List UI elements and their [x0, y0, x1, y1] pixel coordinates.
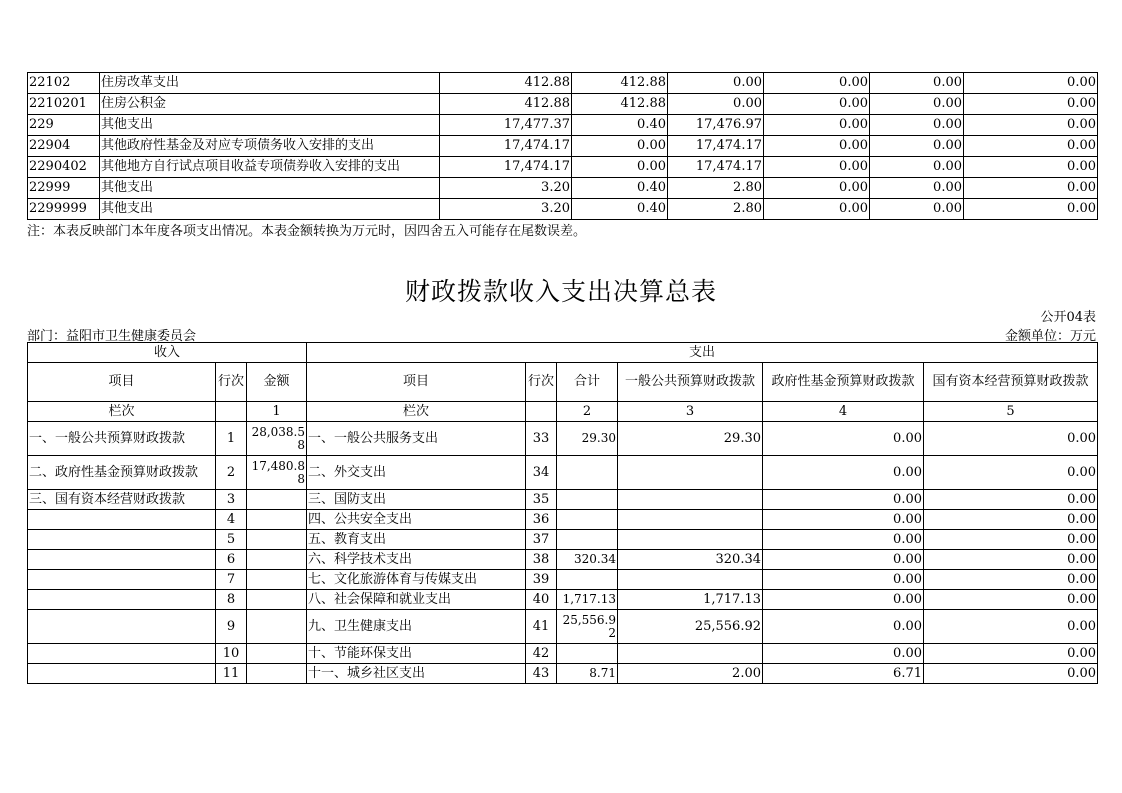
amount-cell: 412.88: [572, 73, 668, 94]
state-capital-cell: 0.00: [924, 610, 1098, 644]
general-budget-cell: [618, 490, 763, 510]
table-row: [28, 530, 1098, 550]
total-cell: [557, 530, 618, 550]
total-cell: [557, 644, 618, 664]
table-row: [28, 456, 1098, 490]
account-name-cell: 其他政府性基金及对应专项债务收入安排的支出: [100, 136, 440, 157]
amount-cell: 0.00: [870, 157, 964, 178]
column-label: 栏次: [28, 402, 216, 422]
column-index-2: 2: [557, 402, 618, 422]
amount-cell: 0.00: [764, 115, 870, 136]
amount-cell: 0.00: [870, 199, 964, 220]
general-budget-cell: 25,556.92: [618, 610, 763, 644]
amount-cell: 0.00: [964, 157, 1098, 178]
account-name-cell: 其他支出: [100, 178, 440, 199]
gov-fund-cell: 0.00: [763, 456, 924, 490]
income-item-cell: [28, 590, 216, 610]
table-row: [28, 136, 1098, 157]
amount-cell: 0.00: [764, 94, 870, 115]
state-capital-cell: 0.00: [924, 590, 1098, 610]
table-row: [28, 570, 1098, 590]
empty-cell: [216, 402, 247, 422]
total-cell: 25,556.92: [557, 610, 618, 644]
gov-fund-cell: 0.00: [763, 510, 924, 530]
report-title: 财政拨款收入支出决算总表: [404, 277, 717, 306]
general-budget-cell: 1,717.13: [618, 590, 763, 610]
income-amount-cell: [247, 570, 307, 590]
amount-cell: 3.20: [440, 199, 572, 220]
amount-cell: 17,477.37: [440, 115, 572, 136]
header-row-2: [28, 363, 1098, 402]
expense-line-cell: 35: [526, 490, 557, 510]
income-amount-cell: [247, 644, 307, 664]
general-budget-cell: 320.34: [618, 550, 763, 570]
table-row: [28, 590, 1098, 610]
expense-line-cell: 38: [526, 550, 557, 570]
gov-fund-cell: 0.00: [763, 610, 924, 644]
general-budget-cell: [618, 530, 763, 550]
income-line-cell: 8: [216, 590, 247, 610]
income-line-cell: 11: [216, 664, 247, 684]
amount-cell: 0.00: [668, 73, 764, 94]
income-amount-cell: 28,038.58: [247, 422, 307, 456]
expense-line-cell: 34: [526, 456, 557, 490]
gov-fund-cell: 6.71: [763, 664, 924, 684]
income-item-cell: [28, 530, 216, 550]
expense-line-cell: 43: [526, 664, 557, 684]
table-row: [28, 115, 1098, 136]
gov-fund-cell: 0.00: [763, 590, 924, 610]
expense-line-cell: 37: [526, 530, 557, 550]
total-cell: [557, 570, 618, 590]
income-line-cell: 4: [216, 510, 247, 530]
account-name-cell: 住房公积金: [100, 94, 440, 115]
table-row: [28, 73, 1098, 94]
general-budget-cell: [618, 456, 763, 490]
table-row: [28, 157, 1098, 178]
income-line-cell: 3: [216, 490, 247, 510]
account-code-cell: 22904: [28, 136, 100, 157]
table-row: [28, 610, 1098, 644]
account-code-cell: 2290402: [28, 157, 100, 178]
column-index-row: [28, 402, 1098, 422]
department-label: 部门：益阳市卫生健康委员会: [27, 329, 197, 344]
expense-line-cell: 41: [526, 610, 557, 644]
income-item-cell: 一、一般公共预算财政拨款: [28, 422, 216, 456]
total-cell: 1,717.13: [557, 590, 618, 610]
general-budget-cell: [618, 510, 763, 530]
general-budget-cell: 2.00: [618, 664, 763, 684]
amount-cell: 17,474.17: [668, 136, 764, 157]
state-capital-cell: 0.00: [924, 530, 1098, 550]
income-line-cell: 2: [216, 456, 247, 490]
expense-item-header: 项目: [307, 363, 526, 402]
gov-fund-cell: 0.00: [763, 530, 924, 550]
amount-cell: 0.00: [572, 136, 668, 157]
income-item-cell: [28, 644, 216, 664]
table-note: 注：本表反映部门本年度各项支出情况。本表金额转换为万元时，因四舍五入可能存在尾数误差。: [27, 224, 587, 239]
account-code-cell: 229: [28, 115, 100, 136]
amount-cell: 0.00: [964, 94, 1098, 115]
income-line-header: 行次: [216, 363, 247, 402]
income-amount-cell: [247, 590, 307, 610]
income-amount-cell: [247, 490, 307, 510]
state-capital-cell: 0.00: [924, 570, 1098, 590]
amount-cell: 2.80: [668, 178, 764, 199]
income-item-header: 项目: [28, 363, 216, 402]
income-line-cell: 7: [216, 570, 247, 590]
amount-cell: 0.00: [870, 178, 964, 199]
empty-cell: [526, 402, 557, 422]
income-amount-cell: [247, 510, 307, 530]
gov-fund-header: 政府性基金预算财政拨款: [763, 363, 924, 402]
income-item-cell: 三、国有资本经营财政拨款: [28, 490, 216, 510]
column-index-3: 3: [618, 402, 763, 422]
amount-cell: 0.00: [764, 73, 870, 94]
total-cell: [557, 456, 618, 490]
amount-cell: 17,476.97: [668, 115, 764, 136]
income-item-cell: [28, 550, 216, 570]
gov-fund-cell: 0.00: [763, 422, 924, 456]
amount-cell: 0.00: [764, 178, 870, 199]
expense-item-cell: 八、社会保障和就业支出: [307, 590, 526, 610]
income-item-cell: 二、政府性基金预算财政拨款: [28, 456, 216, 490]
state-capital-cell: 0.00: [924, 510, 1098, 530]
state-capital-cell: 0.00: [924, 422, 1098, 456]
form-number: 公开04表: [1040, 310, 1096, 325]
income-line-cell: 1: [216, 422, 247, 456]
income-item-cell: [28, 664, 216, 684]
account-name-cell: 其他支出: [100, 115, 440, 136]
income-item-cell: [28, 570, 216, 590]
table-row: [28, 178, 1098, 199]
expense-detail-table: [27, 72, 1098, 220]
expense-line-cell: 40: [526, 590, 557, 610]
income-amount-cell: [247, 610, 307, 644]
expense-line-cell: 42: [526, 644, 557, 664]
amount-cell: 0.00: [764, 136, 870, 157]
table-row: [28, 550, 1098, 570]
general-budget-cell: 29.30: [618, 422, 763, 456]
amount-cell: 0.00: [964, 199, 1098, 220]
account-name-cell: 其他支出: [100, 199, 440, 220]
expense-item-cell: 十、节能环保支出: [307, 644, 526, 664]
amount-cell: 412.88: [440, 73, 572, 94]
column-index-4: 4: [763, 402, 924, 422]
expense-item-cell: 三、国防支出: [307, 490, 526, 510]
amount-cell: 0.00: [870, 94, 964, 115]
total-cell: 8.71: [557, 664, 618, 684]
state-capital-cell: 0.00: [924, 644, 1098, 664]
account-code-cell: 22102: [28, 73, 100, 94]
expense-item-cell: 四、公共安全支出: [307, 510, 526, 530]
state-capital-cell: 0.00: [924, 550, 1098, 570]
income-amount-cell: [247, 530, 307, 550]
expense-item-cell: 十一、城乡社区支出: [307, 664, 526, 684]
total-cell: [557, 490, 618, 510]
amount-cell: 0.40: [572, 178, 668, 199]
expense-line-cell: 33: [526, 422, 557, 456]
income-line-cell: 10: [216, 644, 247, 664]
expense-item-cell: 一、一般公共服务支出: [307, 422, 526, 456]
expense-line-cell: 36: [526, 510, 557, 530]
account-code-cell: 2299999: [28, 199, 100, 220]
income-amount-header: 金额: [247, 363, 307, 402]
expense-item-cell: 五、教育支出: [307, 530, 526, 550]
amount-cell: 0.00: [964, 73, 1098, 94]
table-row: [28, 199, 1098, 220]
total-cell: 29.30: [557, 422, 618, 456]
amount-unit-label: 金额单位：万元: [1004, 329, 1096, 344]
gov-fund-cell: 0.00: [763, 644, 924, 664]
amount-cell: 0.00: [870, 136, 964, 157]
state-capital-cell: 0.00: [924, 456, 1098, 490]
table-row: [28, 510, 1098, 530]
total-header: 合计: [557, 363, 618, 402]
general-budget-cell: [618, 570, 763, 590]
amount-cell: 0.00: [870, 115, 964, 136]
income-line-cell: 9: [216, 610, 247, 644]
expense-item-cell: 二、外交支出: [307, 456, 526, 490]
expense-item-cell: 九、卫生健康支出: [307, 610, 526, 644]
amount-cell: 0.00: [668, 94, 764, 115]
amount-cell: 0.00: [764, 157, 870, 178]
income-item-cell: [28, 510, 216, 530]
fiscal-appropriation-summary-table: [27, 342, 1098, 684]
amount-cell: 0.40: [572, 199, 668, 220]
income-line-cell: 5: [216, 530, 247, 550]
gov-fund-cell: 0.00: [763, 490, 924, 510]
amount-cell: 17,474.17: [440, 136, 572, 157]
income-header: 收入: [28, 343, 307, 363]
amount-cell: 0.00: [764, 199, 870, 220]
income-line-cell: 6: [216, 550, 247, 570]
income-amount-cell: [247, 550, 307, 570]
expense-line-cell: 39: [526, 570, 557, 590]
amount-cell: 0.00: [964, 115, 1098, 136]
income-item-cell: [28, 610, 216, 644]
column-index-5: 5: [924, 402, 1098, 422]
state-capital-header: 国有资本经营预算财政拨款: [924, 363, 1098, 402]
amount-cell: 3.20: [440, 178, 572, 199]
income-amount-cell: [247, 664, 307, 684]
amount-cell: 0.00: [572, 157, 668, 178]
amount-cell: 0.40: [572, 115, 668, 136]
income-amount-cell: 17,480.88: [247, 456, 307, 490]
amount-cell: 17,474.17: [668, 157, 764, 178]
state-capital-cell: 0.00: [924, 490, 1098, 510]
expense-header: 支出: [307, 343, 1098, 363]
amount-cell: 412.88: [440, 94, 572, 115]
general-budget-header: 一般公共预算财政拨款: [618, 363, 763, 402]
general-budget-cell: [618, 644, 763, 664]
amount-cell: 412.88: [572, 94, 668, 115]
account-name-cell: 住房改革支出: [100, 73, 440, 94]
total-cell: 320.34: [557, 550, 618, 570]
table-row: [28, 94, 1098, 115]
amount-cell: 17,474.17: [440, 157, 572, 178]
amount-cell: 0.00: [964, 136, 1098, 157]
column-label-2: 栏次: [307, 402, 526, 422]
total-cell: [557, 510, 618, 530]
account-code-cell: 2210201: [28, 94, 100, 115]
expense-item-cell: 七、文化旅游体育与传媒支出: [307, 570, 526, 590]
gov-fund-cell: 0.00: [763, 570, 924, 590]
table-row: [28, 644, 1098, 664]
expense-line-header: 行次: [526, 363, 557, 402]
table-row: [28, 490, 1098, 510]
amount-cell: 0.00: [964, 178, 1098, 199]
gov-fund-cell: 0.00: [763, 550, 924, 570]
header-row-1: [28, 343, 1098, 363]
amount-cell: 0.00: [870, 73, 964, 94]
account-code-cell: 22999: [28, 178, 100, 199]
account-name-cell: 其他地方自行试点项目收益专项债券收入安排的支出: [100, 157, 440, 178]
column-index-1: 1: [247, 402, 307, 422]
table-row: [28, 422, 1098, 456]
state-capital-cell: 0.00: [924, 664, 1098, 684]
expense-item-cell: 六、科学技术支出: [307, 550, 526, 570]
table-row: [28, 664, 1098, 684]
amount-cell: 2.80: [668, 199, 764, 220]
